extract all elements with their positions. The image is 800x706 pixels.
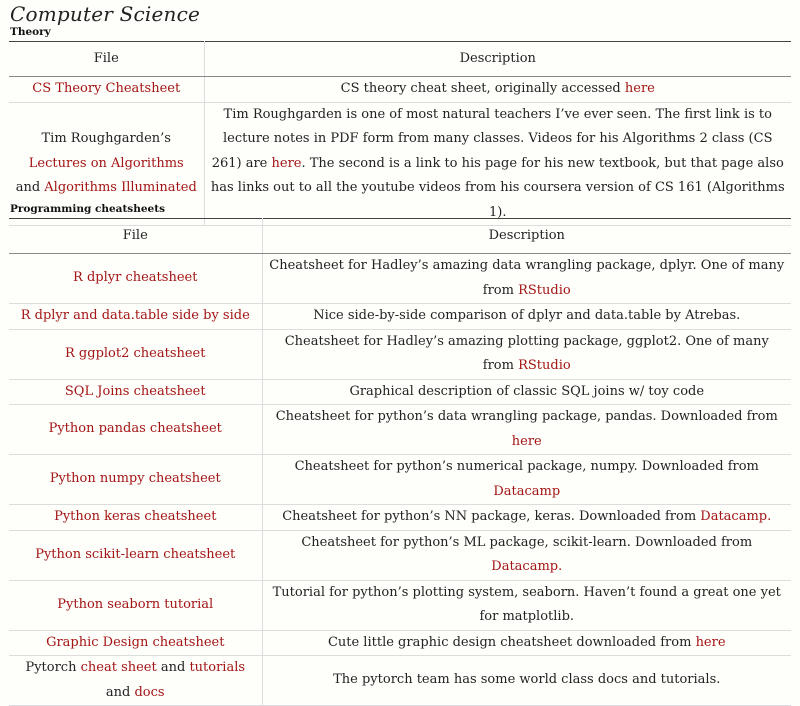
link[interactable]: SQL Joins cheatsheet [64, 383, 206, 399]
table-row [9, 580, 791, 630]
link[interactable]: RStudio [518, 282, 571, 298]
description-cell [204, 102, 791, 226]
table-row [9, 405, 791, 455]
link[interactable]: Lectures on Algorithms [28, 155, 184, 171]
cell-text: Graphical description of classic SQL joins w/ toy code [349, 383, 705, 399]
link[interactable]: R dplyr and data.table side by side [20, 308, 250, 323]
link[interactable]: R dplyr cheatsheet [73, 270, 198, 286]
table-row [9, 505, 791, 531]
link[interactable]: here [271, 155, 302, 171]
file-cell [9, 77, 204, 103]
link[interactable]: Python keras cheatsheet [54, 509, 217, 524]
file-cell [9, 405, 262, 455]
cell-text: The pytorch team has some world class docs and tutorials. [333, 672, 721, 688]
description-cell [262, 304, 791, 330]
file-cell [9, 580, 262, 630]
page-title: Computer Science [10, 2, 201, 26]
table-header-row [9, 219, 791, 254]
description-cell [262, 505, 791, 531]
table-row [9, 329, 791, 379]
section-label-theory: Theory [10, 26, 51, 38]
column-header-file: File [9, 219, 262, 254]
link[interactable]: RStudio [518, 358, 571, 373]
link[interactable]: tutorials [189, 660, 246, 675]
file-cell [9, 379, 262, 405]
file-cell [9, 505, 262, 531]
link[interactable]: CS Theory Cheatsheet [32, 81, 181, 96]
link[interactable]: R ggplot2 cheatsheet [65, 345, 206, 361]
link[interactable]: docs [134, 684, 165, 700]
cell-text: . The second is a link to his page for his new textbook, but that page also has links out to all the youtube videos from his coursera version of CS 161 (Algorithms 1). [210, 155, 785, 220]
table-row [9, 304, 791, 330]
cell-text: Tim Roughgarden is one of most natural teachers I’ve ever seen. The first link is to lecture notes in PDF form from many classes. Videos for his Algorithms 2 class (CS 261) are [211, 106, 773, 171]
link[interactable]: Python scikit-learn cheatsheet [35, 546, 236, 562]
description-cell [262, 254, 791, 304]
table-row [9, 530, 791, 580]
cell-text: Cheatsheet for python’s numerical package, numpy. Downloaded from [294, 459, 759, 474]
link[interactable]: Datacamp. [700, 509, 772, 524]
table-row [9, 254, 791, 304]
link[interactable]: cheat sheet [80, 660, 157, 675]
file-cell [9, 530, 262, 580]
description-cell [262, 530, 791, 580]
section-label-programming: Programming cheatsheets [10, 203, 165, 215]
cell-text: and [156, 660, 190, 675]
cell-text: Cute little graphic design cheatsheet downloaded from [327, 634, 696, 650]
table-row [9, 630, 791, 656]
link[interactable]: Datacamp [493, 483, 561, 499]
description-cell [262, 630, 791, 656]
file-cell [9, 304, 262, 330]
theory-table [9, 41, 791, 226]
cell-text: Tutorial for python’s plotting system, seaborn. Haven’t found a great one yet for matplotlib. [272, 584, 781, 624]
link[interactable]: Python numpy cheatsheet [49, 471, 221, 487]
table-row [9, 656, 791, 706]
link[interactable]: Python seaborn tutorial [57, 596, 214, 612]
programming-table [9, 218, 791, 706]
link[interactable]: Graphic Design cheatsheet [46, 634, 225, 650]
file-cell [9, 254, 262, 304]
link[interactable]: Python pandas cheatsheet [48, 421, 222, 437]
cell-text: Cheatsheet for python’s ML package, scikit-learn. Downloaded from [301, 534, 753, 550]
link[interactable]: here [624, 81, 655, 96]
column-header-description: Description [262, 219, 791, 254]
description-cell [262, 405, 791, 455]
description-cell [262, 580, 791, 630]
link[interactable]: here [695, 634, 726, 650]
cell-text: Cheatsheet for Hadley’s amazing data wrangling package, dplyr. One of many from [269, 258, 785, 298]
table-header-row [9, 42, 791, 77]
cell-text: Cheatsheet for Hadley’s amazing plotting package, ggplot2. One of many from [284, 333, 769, 373]
cell-text: CS theory cheat sheet, originally accessed [340, 81, 625, 96]
file-cell [9, 455, 262, 505]
table-row [9, 379, 791, 405]
link[interactable]: Datacamp. [491, 559, 563, 574]
description-cell [262, 379, 791, 405]
description-cell [262, 329, 791, 379]
table-row [9, 455, 791, 505]
description-cell [262, 455, 791, 505]
description-cell [204, 77, 791, 103]
cell-text: Cheatsheet for python’s NN package, keras. Downloaded from [282, 509, 701, 524]
table-row [9, 77, 791, 103]
file-cell [9, 656, 262, 706]
cell-text: Nice side-by-side comparison of dplyr and data.table by Atrebas. [313, 308, 741, 323]
file-cell [9, 329, 262, 379]
link[interactable]: here [511, 433, 542, 449]
file-cell [9, 630, 262, 656]
description-cell [262, 656, 791, 706]
column-header-description: Description [204, 42, 791, 77]
cell-text: and [105, 684, 135, 700]
cell-text: and [15, 180, 45, 195]
cell-text: Tim Roughgarden’s [41, 131, 171, 146]
link[interactable]: Algorithms Illuminated [44, 180, 197, 195]
column-header-file: File [9, 42, 204, 77]
cell-text: Pytorch [25, 660, 81, 675]
cell-text: Cheatsheet for python’s data wrangling package, pandas. Downloaded from [275, 409, 778, 424]
